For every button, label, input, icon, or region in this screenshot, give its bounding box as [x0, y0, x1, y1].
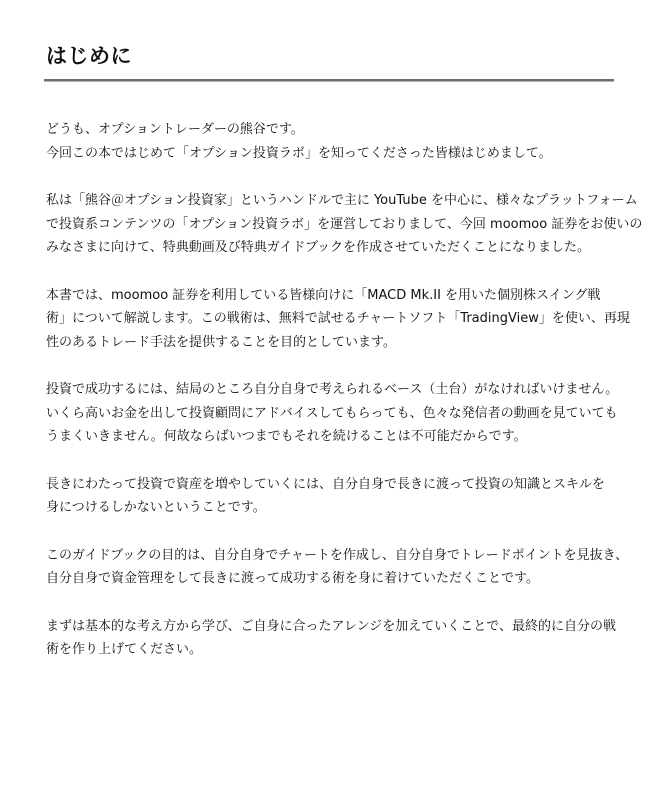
text-line: 身につけるしかないということです。 [46, 500, 266, 515]
text-line: 術」について解説します。この戦術は、無料で試せるチャートソフト「TradingView」を使い、再現 [46, 311, 630, 326]
text-line: 私は「熊谷＠オプション投資家」というハンドルで主に YouTube を中心に、様々なプラットフォーム [46, 193, 638, 208]
text-line: 術を作り上げてください。 [46, 642, 203, 657]
text-line: 性のあるトレード手法を提供することを目的としています。 [46, 334, 396, 350]
text-line: どうも、オプショントレーダーの熊谷です。 [46, 122, 304, 137]
text-line: 本書では、moomoo 証券を利用している皆様向けに「MACD Mk.II を用いた個別株スイング戦 [46, 287, 601, 303]
text-line: いくら高いお金を出して投資顧問にアドバイスしてもらっても、色々な発信者の動画を見ていても [46, 405, 618, 421]
text-line: で投資系コンテンツの「オプション投資ラボ」を運営しておりまして、今回 moomoo 証券をお使いの [46, 216, 643, 232]
text-line: うまくいきません。何故ならばいつまでもそれを続けることは不可能だからです。 [46, 429, 527, 444]
text-line: 投資で成功するには、結局のところ自分自身で考えられるベース（土台）がなければいけません。 [46, 382, 619, 397]
text-line: みなさまに向けて、特典動画及び特典ガイドブックを作成させていただくことになりました。 [46, 240, 591, 255]
paragraph-guidebook-goal [46, 544, 629, 591]
text-line: 自分自身で資金管理をして長きに渡って成功する術を身に着けていただくことです。 [46, 571, 539, 586]
paragraph-long-term [46, 473, 620, 520]
paragraph-introduction [46, 189, 643, 260]
paragraph-greeting [46, 118, 620, 165]
text-line: 長きにわたって投資で資産を増やしていくには、自分自身で長きに渡って投資の知識とスキルを [46, 476, 605, 492]
body-text [46, 118, 643, 686]
section-heading: はじめに [46, 44, 132, 68]
paragraph-purpose [46, 284, 630, 355]
paragraph-foundation [46, 378, 620, 449]
heading-divider [44, 79, 614, 82]
paragraph-closing [46, 615, 620, 662]
text-line: このガイドブックの目的は、自分自身でチャートを作成し、自分自身でトレードポイントを見抜き、 [46, 547, 629, 563]
text-line: まずは基本的な考え方から学び、ご自身に合ったアレンジを加えていくことで、最終的に自分の戦 [46, 618, 617, 634]
text-line: 今回この本ではじめて「オプション投資ラボ」を知ってくださった皆様はじめまして。 [46, 145, 552, 161]
